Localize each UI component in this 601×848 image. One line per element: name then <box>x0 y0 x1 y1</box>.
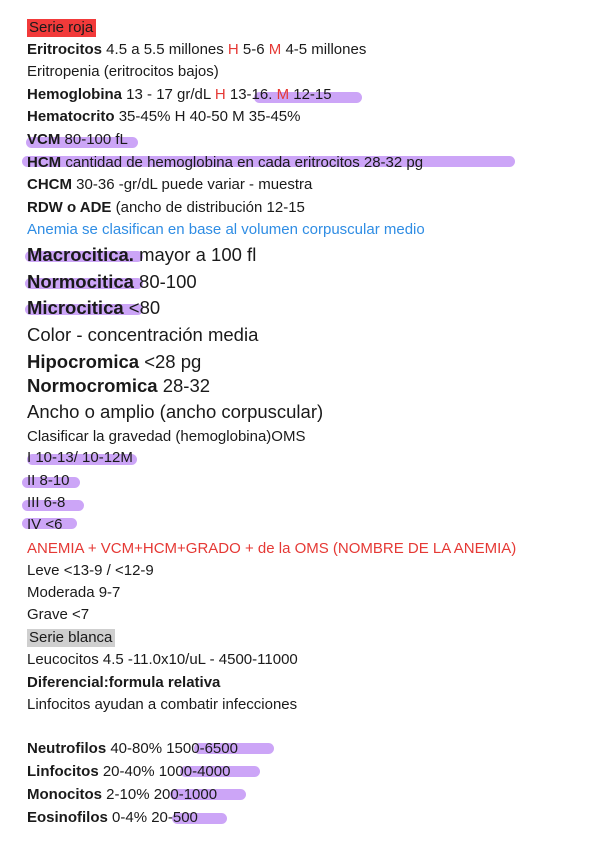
color-line: Color - concentración media <box>27 324 259 345</box>
eritrocitos-m-marker: M <box>268 41 282 58</box>
gravedad-line: Clasificar la gravedad (hemoglobina)OMS <box>27 428 306 445</box>
eritropenia-line: Eritropenia (eritrocitos bajos) <box>27 63 219 80</box>
rdw-value: (ancho de distribución 12-15 <box>111 199 305 216</box>
eritrocitos-label: Eritrocitos <box>27 41 103 58</box>
macrocitica-label: Macrocitica. <box>27 244 134 265</box>
leucocitos-line: Leucocitos 4.5 -11.0x10/uL - 4500-11000 <box>27 651 298 668</box>
eosinofilos-line <box>27 808 198 828</box>
normocromica-line <box>27 374 210 398</box>
hemoglobina-line <box>27 85 332 105</box>
diferencial-line: Diferencial:formula relativa <box>27 674 221 691</box>
hemoglobina-range: 13 - 17 gr/dL <box>122 86 215 103</box>
microcitica-line <box>27 296 160 320</box>
hematocrito-label: Hematocrito <box>27 108 115 125</box>
hemoglobina-h-marker: H <box>214 86 226 103</box>
normocitica-line <box>27 270 197 294</box>
hipocromica-label: Hipocromica <box>27 351 140 372</box>
chcm-label: CHCM <box>27 176 72 193</box>
neutrofilos-value: 40-80% 1500-6500 <box>106 740 238 757</box>
grado-iv-line: IV <6 <box>27 516 63 533</box>
vcm-label: VCM <box>27 131 61 148</box>
hemoglobina-h-value: 13-16. <box>225 86 277 103</box>
microcitica-label: Microcitica <box>27 297 124 318</box>
grave-line: Grave <7 <box>27 606 90 623</box>
hemoglobina-m-value: 12-15 <box>289 86 332 103</box>
serie-roja-heading-line <box>27 18 96 38</box>
normocromica-label: Normocromica <box>27 375 158 396</box>
anemia-clasificacion-line: Anemia se clasifican en base al volumen corpuscular medio <box>27 221 425 238</box>
hipocromica-value: <28 pg <box>139 351 202 372</box>
vcm-value: 80-100 fL <box>60 131 128 148</box>
eritrocitos-range: 4.5 a 5.5 millones <box>102 41 228 58</box>
rdw-label: RDW o ADE <box>27 199 112 216</box>
linfocitos-line <box>27 762 230 782</box>
macrocitica-value: mayor a 100 fl <box>133 244 257 265</box>
chcm-value: 30-36 -gr/dL puede variar - muestra <box>72 176 313 193</box>
hcm-label: HCM <box>27 154 62 171</box>
grado-i-line: I 10-13/ 10-12M <box>27 449 133 466</box>
eosinofilos-label: Eosinofilos <box>27 809 108 826</box>
neutrofilos-line <box>27 739 238 759</box>
hemoglobina-m-marker: M <box>276 86 290 103</box>
hematocrito-line <box>27 107 300 127</box>
grado-ii-line: II 8-10 <box>27 472 70 489</box>
eosinofilos-value: 0-4% 20-500 <box>107 809 198 826</box>
eritrocitos-h-value: 5-6 <box>238 41 269 58</box>
hematocrito-value: 35-45% H 40-50 M 35-45% <box>114 108 301 125</box>
hipocromica-line <box>27 350 201 374</box>
monocitos-label: Monocitos <box>27 786 102 803</box>
serie-blanca-heading-line <box>27 628 115 648</box>
serie-blanca-heading: Serie blanca <box>27 629 115 647</box>
microcitica-value: <80 <box>123 297 161 318</box>
linfocitos-desc-line: Linfocitos ayudan a combatir infecciones <box>27 696 298 713</box>
vcm-line <box>27 130 128 150</box>
hemoglobina-label: Hemoglobina <box>27 86 123 103</box>
hcm-line <box>27 153 423 173</box>
normocromica-value: 28-32 <box>157 375 211 396</box>
rdw-line <box>27 198 305 218</box>
monocitos-line <box>27 785 217 805</box>
eritrocitos-line <box>27 40 366 60</box>
monocitos-value: 2-10% 200-1000 <box>102 786 218 803</box>
moderada-line: Moderada 9-7 <box>27 584 121 601</box>
eritrocitos-h-marker: H <box>227 41 239 58</box>
normocitica-value: 80-100 <box>133 271 197 292</box>
grado-iii-line: III 6-8 <box>27 494 66 511</box>
eritrocitos-m-value: 4-5 millones <box>281 41 367 58</box>
neutrofilos-label: Neutrofilos <box>27 740 107 757</box>
ancho-line: Ancho o amplio (ancho corpuscular) <box>27 401 324 422</box>
serie-roja-heading: Serie roja <box>27 19 96 37</box>
linfocitos-value: 20-40% 1000-4000 <box>98 763 231 780</box>
formula-anemia-line: ANEMIA + VCM+HCM+GRADO + de la OMS (NOMBRE DE LA ANEMIA) <box>27 540 517 557</box>
hcm-value: cantidad de hemoglobina en cada eritrocitos 28-32 pg <box>61 154 424 171</box>
leve-line: Leve <13-9 / <12-9 <box>27 562 154 579</box>
linfocitos-label: Linfocitos <box>27 763 99 780</box>
macrocitica-line <box>27 243 256 267</box>
normocitica-label: Normocitica <box>27 271 134 292</box>
chcm-line <box>27 175 312 195</box>
